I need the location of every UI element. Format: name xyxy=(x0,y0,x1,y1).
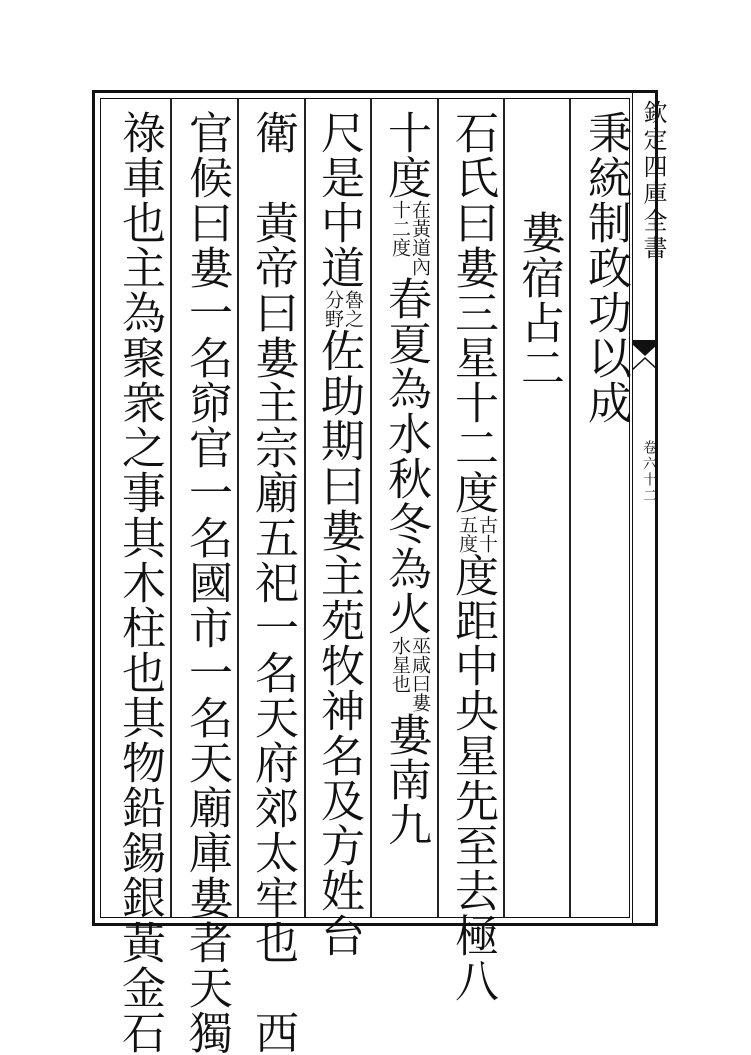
text-column xyxy=(114,110,164,1055)
column-rule xyxy=(503,99,505,917)
column-text: 尺是中道 xyxy=(313,110,364,290)
column-text: 秉統制政功以成 xyxy=(580,110,631,425)
column-text: 佐助期曰婁主苑牧神名及方姓台 xyxy=(313,328,364,958)
column-text: 官候曰婁一名窌官一名國市一名天廟庫婁者天獨 xyxy=(181,110,232,1055)
column-text: 度距中央星先至去極八 xyxy=(447,553,498,1003)
text-column xyxy=(247,110,297,1055)
annotation-note: 巫咸曰婁 水星也 xyxy=(389,636,431,712)
column-rule xyxy=(304,99,306,917)
volume-label: 卷六十二 xyxy=(641,440,657,504)
heading-text: 婁宿占二 xyxy=(513,210,564,390)
annotation-note: 古十 五度 xyxy=(456,515,498,553)
column-text: 祿車也主為聚衆之事其木柱也其物鉛錫銀黃金石 xyxy=(114,110,165,1055)
column-rule xyxy=(569,99,571,917)
text-column xyxy=(181,110,231,1055)
column-text: 婁南九 xyxy=(380,712,431,847)
column-text: 十度 xyxy=(380,110,431,200)
column-text: 衛 黃帝曰婁主宗廟五祀一名天府郊太牢也 西 xyxy=(247,110,298,1055)
column-rule xyxy=(237,99,239,917)
column-rule xyxy=(437,99,439,917)
column-rule xyxy=(170,99,172,917)
annotation-note: 魯之 分野 xyxy=(322,290,364,328)
text-column xyxy=(447,110,497,1003)
text-column xyxy=(313,110,363,958)
annotation-note: 在黃道內 十二度 xyxy=(389,200,431,276)
column-rule xyxy=(370,99,372,917)
column-text: 石氏曰婁三星十二度 xyxy=(447,110,498,515)
fish-tail-mark xyxy=(632,340,658,370)
column-text: 春夏為水秋冬為火 xyxy=(380,276,431,636)
text-column xyxy=(380,110,430,847)
text-column xyxy=(580,110,630,425)
book-title: 欽定四庫全書 xyxy=(639,100,667,262)
section-heading xyxy=(513,210,563,390)
